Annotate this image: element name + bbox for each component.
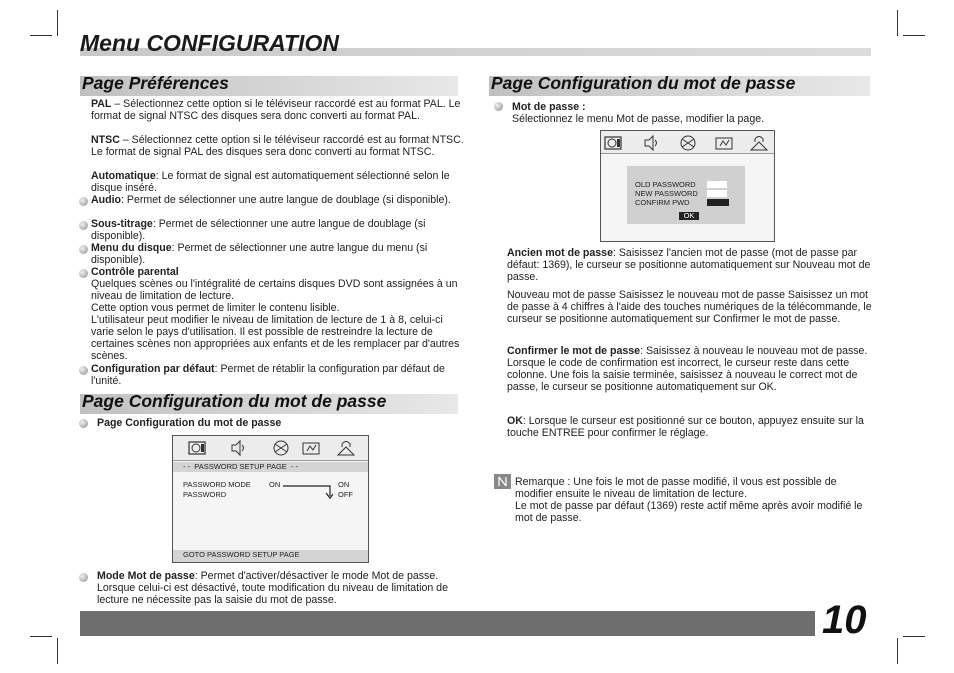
ntsc-label: NTSC: [91, 134, 120, 146]
option-off[interactable]: OFF: [338, 490, 353, 499]
crop-mark: [30, 636, 52, 637]
lock-icon: [336, 439, 356, 457]
speaker-icon: [641, 134, 661, 152]
default-paragraph: [91, 363, 456, 387]
new-password-field[interactable]: [707, 190, 727, 197]
menu-icon-row: [173, 436, 368, 461]
pal-label: PAL: [91, 98, 112, 110]
page-title: Menu CONFIGURATION: [80, 30, 339, 56]
crop-mark: [903, 35, 925, 36]
dolby-icon: [271, 439, 291, 457]
bullet-icon: [79, 573, 88, 582]
confirm-pwd-label: CONFIRM PWD: [635, 198, 690, 207]
audio-label: Audio: [91, 194, 122, 206]
screen-header: [173, 462, 368, 472]
mot-de-passe-text: Sélectionnez le menu Mot de passe, modifier la page.: [512, 113, 765, 125]
heading-text: Page Configuration du mot de passe: [82, 391, 387, 411]
bullet-icon: [79, 245, 88, 254]
confirm-label: Confirmer le mot de passe: [507, 345, 641, 357]
old-text: : Saisissez l'ancien mot de passe (mot de passe par défaut: 1369), le curseur se positionne automatiquement sur Nouveau mot de passe.: [507, 247, 871, 283]
password-mode-value: ON: [269, 480, 281, 489]
parental-paragraph: [91, 266, 466, 362]
crop-mark: [57, 638, 58, 664]
header-marks: - -: [183, 462, 191, 471]
discmenu-paragraph: [91, 242, 466, 266]
subtitle-paragraph: [91, 218, 466, 242]
header-marks: - -: [290, 462, 299, 471]
old-label: Ancien mot de passe: [507, 247, 613, 259]
footer-label: GOTO PASSWORD SETUP PAGE: [183, 550, 300, 559]
password-change-screen: [600, 130, 775, 242]
header-label: PASSWORD SETUP PAGE: [194, 462, 287, 471]
parental-text-3: L'utilisateur peut modifier le niveau de limitation de lecture de 1 à 8, celui-ci varie selon le pays d'utilisation. Il est possible de restreindre la lecture de certaines scènes non appropriées aux enfants et de les remplacer par d'autres scènes.: [91, 314, 460, 362]
parental-label: Contrôle parental: [91, 266, 179, 278]
heading-text: Page Préférences: [82, 73, 229, 93]
confirm-text: : Saisissez à nouveau le nouveau mot de passe. Lorsque le code de confirmation est incorrect, le curseur reste dans cette colonne. Une fois la saisie terminée, saisissez à nouveau le correct mot de passe, le curseur se positionne automatiquement sur OK.: [507, 345, 868, 393]
ntsc-text: – Sélectionnez cette option si le téléviseur raccordé est au format NTSC. Le format de signal PAL des disques sera donc converti au format NTSC.: [91, 134, 464, 158]
dolby-icon: [678, 134, 698, 152]
auto-paragraph: [91, 170, 471, 194]
footer-bar: [80, 611, 815, 636]
ok-paragraph: [507, 415, 877, 439]
mode-text: : Permet d'activer/désactiver le mode Mot de passe. Lorsque celui-ci est désactivé, toute modification du niveau de limitation de lecture ne nécessite pas la saisie du mot de passe.: [97, 570, 448, 606]
auto-label: Automatique: [91, 170, 156, 182]
note-text-1: Remarque : Une fois le mot de passe modifié, il vous est possible de modifier ensuite le niveau de limitation de lecture.: [515, 476, 837, 500]
mot-de-passe-label: Mot de passe :: [512, 101, 586, 113]
menu-icon-row: [601, 131, 774, 154]
default-label: Configuration par défaut: [91, 363, 215, 375]
bullet-icon: [79, 366, 88, 375]
bullet-icon: [79, 269, 88, 278]
page-number: 10: [822, 598, 867, 642]
audio-text: : Permet de sélectionner une autre langue de doublage (si disponible).: [121, 194, 451, 206]
bullet-icon: [79, 221, 88, 230]
ok-text: : Lorsque le curseur est positionné sur ce bouton, appuyez ensuite sur la touche ENTREE pour confirmer le réglage.: [507, 415, 864, 439]
mode-label: Mode Mot de passe: [97, 570, 195, 582]
password-mode-label: PASSWORD MODE: [183, 480, 251, 489]
disc-setup-icon: [187, 439, 207, 457]
default-text: : Permet de rétablir la configuration par défaut de l'unité.: [91, 363, 445, 387]
discmenu-text: : Permet de sélectionner une autre langue du menu (si disponible).: [91, 242, 428, 266]
old-password-field[interactable]: [707, 181, 727, 188]
pal-text: – Sélectionnez cette option si le téléviseur raccordé est au format PAL. Le format de signal NTSC des disques sera donc converti au format PAL.: [91, 98, 461, 122]
confirm-pwd-field[interactable]: [707, 199, 729, 206]
note-icon: [494, 474, 511, 489]
video-icon: [714, 134, 734, 152]
parental-text-2: Cette option vous permet de limiter le contenu lisible.: [91, 302, 340, 314]
mode-paragraph: [97, 570, 462, 606]
crop-mark: [903, 636, 925, 637]
password-dialog: [627, 166, 745, 224]
old-password-label: OLD PASSWORD: [635, 180, 696, 189]
parental-text-1: Quelques scènes ou l'intégralité de certains disques DVD sont assignées à un niveau de limitation de lecture.: [91, 278, 458, 302]
discmenu-label: Menu du disque: [91, 242, 172, 254]
bullet-icon: [79, 419, 88, 428]
section-heading-password-right: [489, 73, 870, 96]
heading-text: Page Configuration du mot de passe: [491, 73, 796, 93]
pal-paragraph: [91, 98, 471, 122]
video-icon: [301, 439, 321, 457]
bullet-icon: [494, 102, 503, 111]
note-paragraph: [515, 476, 875, 524]
section-heading-preferences: [80, 73, 458, 96]
arrow-down-icon: [283, 484, 333, 500]
section-heading-password-left: [80, 391, 458, 414]
pw-bullet-line: [97, 417, 397, 429]
subtitle-text: : Permet de sélectionner une autre langue de doublage (si disponible).: [91, 218, 426, 242]
mot-de-passe-bullet: [512, 101, 862, 125]
old-password-paragraph: [507, 247, 877, 283]
crop-mark: [897, 10, 898, 36]
audio-paragraph: [91, 194, 456, 206]
lock-icon: [749, 134, 769, 152]
new-password-label: NEW PASSWORD: [635, 189, 698, 198]
crop-mark: [897, 638, 898, 664]
confirm-paragraph: [507, 345, 877, 393]
pw-bullet-label: Page Configuration du mot de passe: [97, 417, 282, 429]
disc-setup-icon: [603, 134, 623, 152]
crop-mark: [30, 35, 52, 36]
option-on[interactable]: ON: [338, 480, 350, 489]
speaker-icon: [228, 439, 248, 457]
password-label: PASSWORD: [183, 490, 227, 499]
ok-button[interactable]: OK: [679, 212, 699, 220]
ntsc-paragraph: [91, 134, 471, 158]
subtitle-label: Sous-titrage: [91, 218, 153, 230]
crop-mark: [57, 10, 58, 36]
bullet-icon: [79, 197, 88, 206]
screen-footer: [173, 550, 368, 562]
ok-label: OK: [507, 415, 523, 427]
new-password-paragraph: Nouveau mot de passe Saisissez le nouveau mot de passe Saisissez un mot de passe à 4 chiffres à l'aide des touches numériques de la télécommande, le curseur se positionne automatiquement sur Confirmer le mot de passe.: [507, 289, 872, 325]
note-text-2: Le mot de passe par défaut (1369) reste actif même après avoir modifié le mot de passe.: [515, 500, 863, 524]
auto-text: : Le format de signal est automatiquement sélectionné selon le disque inséré.: [91, 170, 450, 194]
password-setup-screen: [172, 435, 369, 563]
